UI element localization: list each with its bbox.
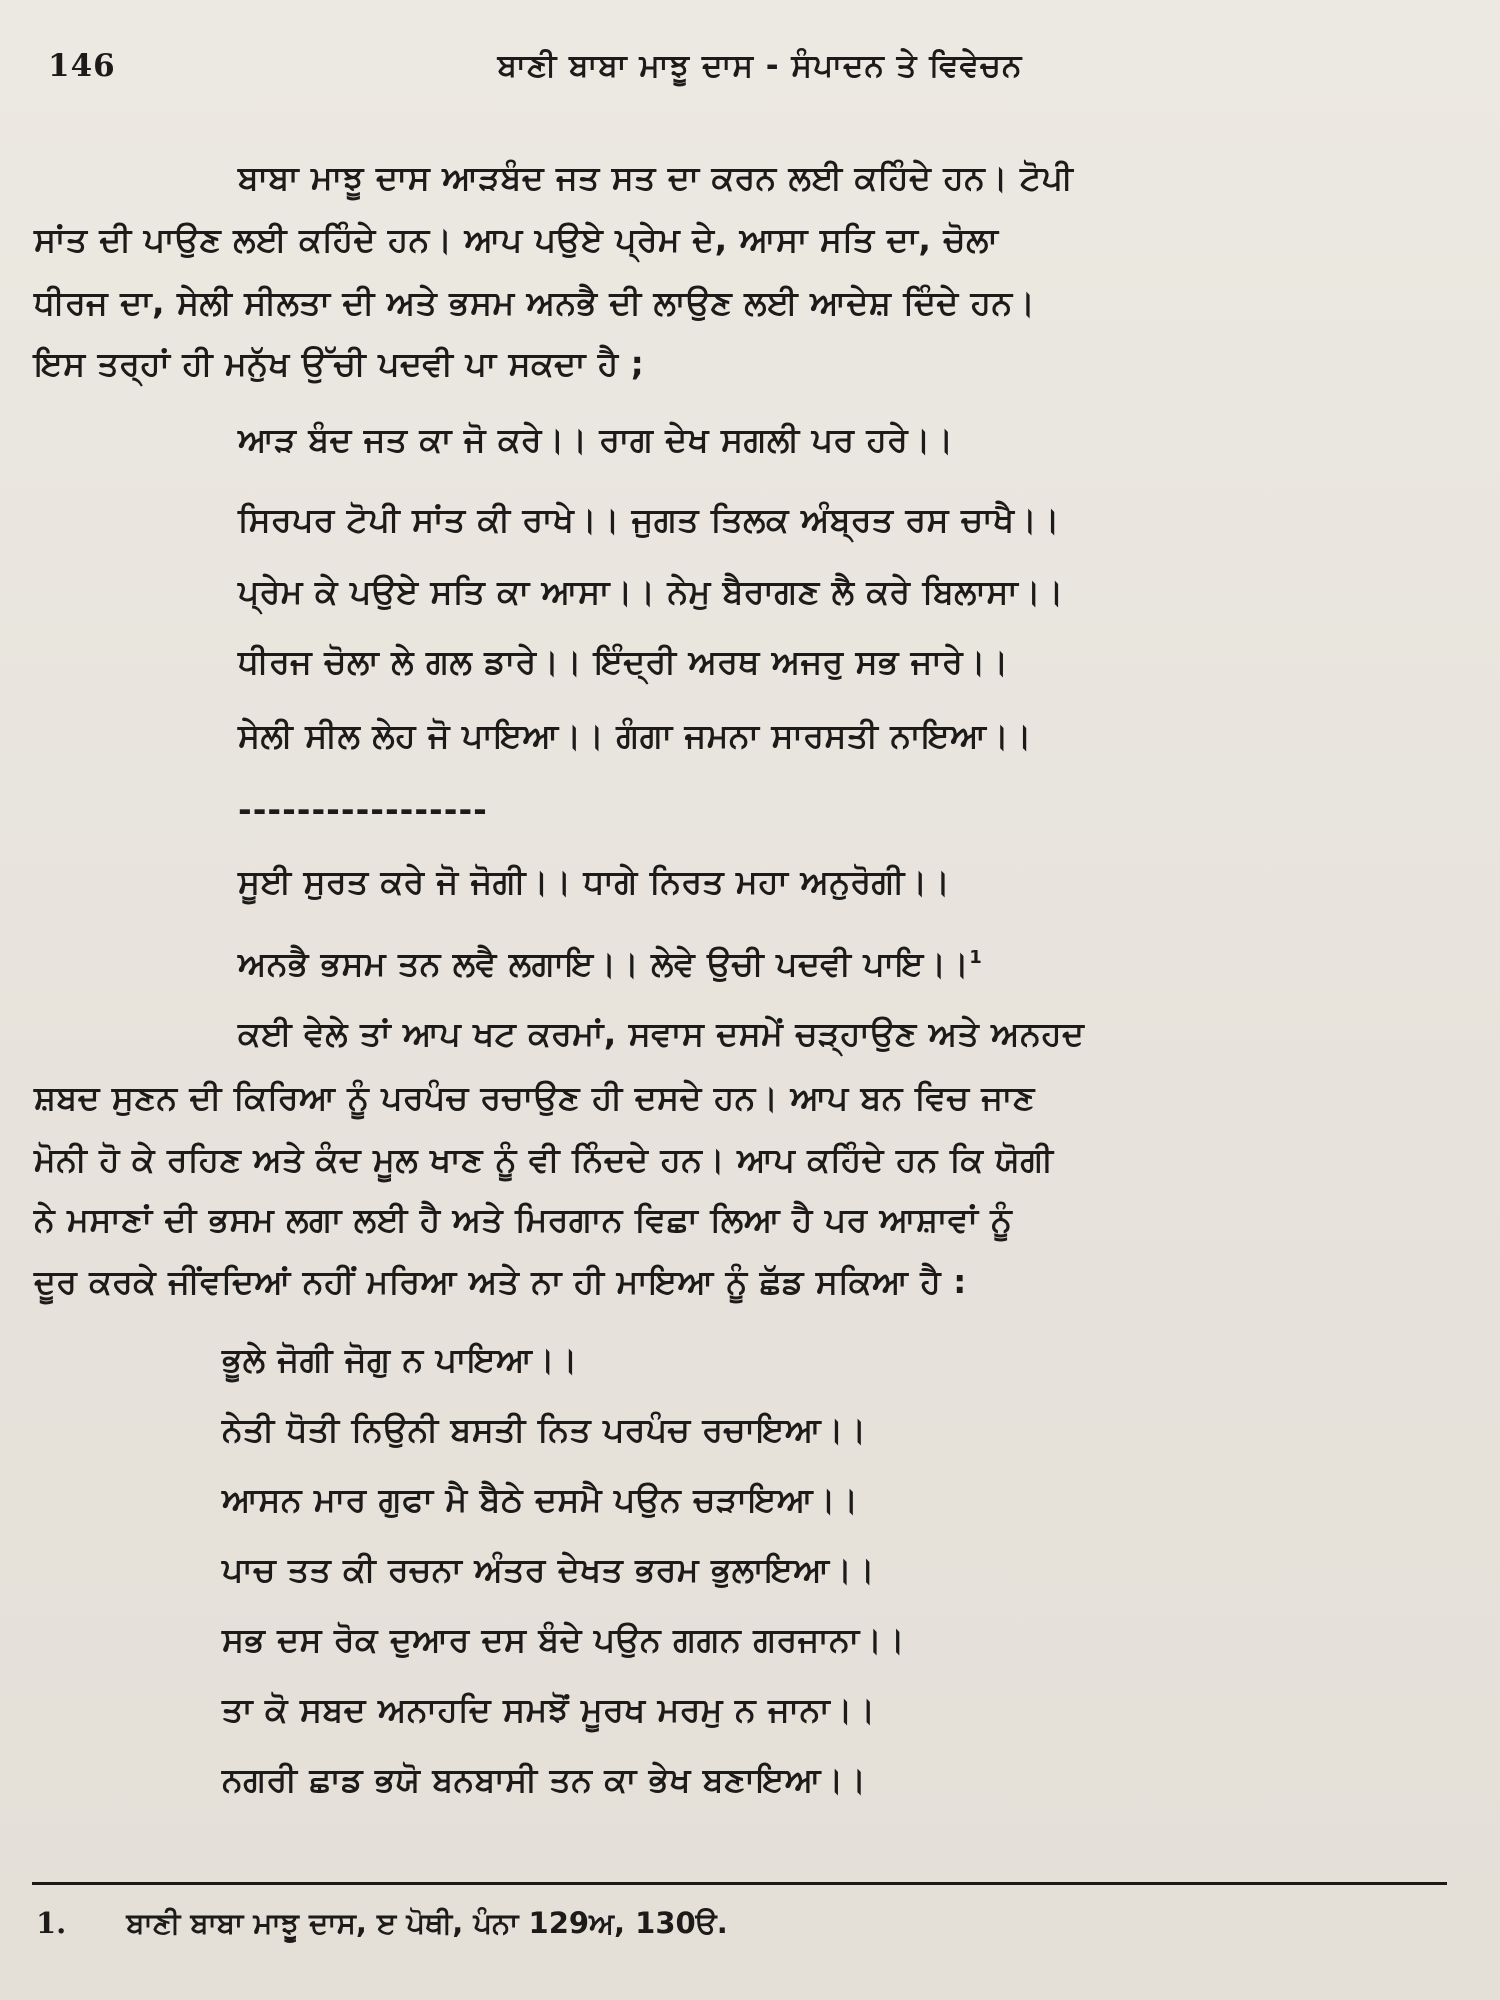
paragraph2-line: ਸ਼ਬਦ ਸੁਣਨ ਦੀ ਕਿਰਿਆ ਨੂੰ ਪਰਪੰਚ ਰਚਾਉਣ ਹੀ ਦਸਦੇ ਹਨ। ਆਪ ਬਨ ਵਿਚ ਜਾਣ <box>34 1078 1035 1117</box>
footnote-rule <box>32 1882 1447 1885</box>
verse-line: ਸਿਰਪਰ ਟੋਪੀ ਸਾਂਤ ਕੀ ਰਾਖੇ।। ਜੁਗਤ ਤਿਲਕ ਅੰਬ੍ਰਤ ਰਸ ਚਾਖੈ।। <box>238 500 1061 539</box>
verse-line: ਆਸਨ ਮਾਰ ਗੁਫਾ ਮੈ ਬੈਠੇ ਦਸਮੈ ਪਉਨ ਚੜਾਇਆ।। <box>222 1480 859 1519</box>
footnote-text: ਬਾਣੀ ਬਾਬਾ ਮਾਝੂ ਦਾਸ, ੲ ਪੋਥੀ, ਪੰਨਾ 129ਅ, 130ੳ. <box>126 1906 728 1940</box>
verse-line: ਨਗਰੀ ਛਾਡ ਭਯੋ ਬਨਬਾਸੀ ਤਨ ਕਾ ਭੇਖ ਬਣਾਇਆ।। <box>222 1760 867 1799</box>
verse-line-text: ਅਨਭੈ ਭਸਮ ਤਨ ਲਵੈ ਲਗਾਇ।। ਲੇਵੇ ਉਚੀ ਪਦਵੀ ਪਾਇ।। <box>238 944 970 983</box>
verse-line: ਸੇਲੀ ਸੀਲ ਲੇਹ ਜੋ ਪਾਇਆ।। ਗੰਗਾ ਜਮਨਾ ਸਾਰਸਤੀ ਨਾਇਆ।। <box>238 716 1032 755</box>
verse-line: ਪਾਚ ਤਤ ਕੀ ਰਚਨਾ ਅੰਤਰ ਦੇਖਤ ਭਰਮ ਭੁਲਾਇਆ।। <box>222 1550 876 1589</box>
footnote-number: 1. <box>36 1906 67 1940</box>
verse-line: ਸੂਈ ਸੁਰਤ ਕਰੇ ਜੋ ਜੋਗੀ।। ਧਾਗੇ ਨਿਰਤ ਮਹਾ ਅਨੁਰੋਗੀ।। <box>238 862 951 901</box>
verse-line: ਨੇਤੀ ਧੋਤੀ ਨਿਉਨੀ ਬਸਤੀ ਨਿਤ ਪਰਪੰਚ ਰਚਾਇਆ।। <box>222 1410 867 1449</box>
verse-line: ਧੀਰਜ ਚੋਲਾ ਲੇ ਗਲ ਡਾਰੇ।। ਇੰਦ੍ਰੀ ਅਰਥ ਅਜਰੁ ਸਭ ਜਾਰੇ।। <box>238 642 1009 681</box>
paragraph2-line: ਕਈ ਵੇਲੇ ਤਾਂ ਆਪ ਖਟ ਕਰਮਾਂ, ਸਵਾਸ ਦਸਮੇਂ ਚੜ੍ਹਾਉਣ ਅਤੇ ਅਨਹਦ <box>238 1014 1085 1053</box>
verse-line: ਭੂਲੇ ਜੋਗੀ ਜੋਗੁ ਨ ਪਾਇਆ।। <box>222 1340 578 1379</box>
verse-line: ਸਭ ਦਸ ਰੋਕ ਦੁਆਰ ਦਸ ਬੰਦੇ ਪਉਨ ਗਗਨ ਗਰਜਾਨਾ।। <box>222 1620 906 1659</box>
paragraph2-line: ਮੋਨੀ ਹੋ ਕੇ ਰਹਿਣ ਅਤੇ ਕੰਦ ਮੂਲ ਖਾਣ ਨੂੰ ਵੀ ਨਿੰਦਦੇ ਹਨ। ਆਪ ਕਹਿੰਦੇ ਹਨ ਕਿ ਯੋਗੀ <box>34 1140 1054 1179</box>
verse-line: ਪ੍ਰੇਮ ਕੇ ਪਉਏ ਸਤਿ ਕਾ ਆਸਾ।। ਨੇਮੁ ਬੈਰਾਗਣ ਲੈ ਕਰੇ ਬਿਲਾਸਾ।। <box>238 572 1064 611</box>
page-number: 146 <box>48 48 116 84</box>
paragraph1-line: ਸਾਂਤ ਦੀ ਪਾਉਣ ਲਈ ਕਹਿੰਦੇ ਹਨ। ਆਪ ਪਉਏ ਪ੍ਰੇਮ ਦੇ, ਆਸਾ ਸਤਿ ਦਾ, ਚੋਲਾ <box>34 220 999 259</box>
paragraph1-line: ਇਸ ਤਰ੍ਹਾਂ ਹੀ ਮਨੁੱਖ ਉੱਚੀ ਪਦਵੀ ਪਾ ਸਕਦਾ ਹੈ ; <box>34 344 645 383</box>
verse-line: ਆੜ ਬੰਦ ਜਤ ਕਾ ਜੋ ਕਰੇ।। ਰਾਗ ਦੇਖ ਸਗਲੀ ਪਰ ਹਰੇ।। <box>238 420 954 459</box>
footnote-reference: 1 <box>969 947 983 968</box>
verse-line: ਤਾ ਕੋ ਸਬਦ ਅਨਾਹਦਿ ਸਮਝੋਂ ਮੂਰਖ ਮਰਮੁ ਨ ਜਾਨਾ।। <box>222 1690 876 1729</box>
verse-separator: ----------------- <box>238 790 488 829</box>
paragraph1-line: ਧੀਰਜ ਦਾ, ਸੇਲੀ ਸੀਲਤਾ ਦੀ ਅਤੇ ਭਸਮ ਅਨਭੈ ਦੀ ਲਾਉਣ ਲਈ ਆਦੇਸ਼ ਦਿੰਦੇ ਹਨ। <box>34 283 1036 322</box>
footnote <box>36 1906 728 1941</box>
paragraph2-line: ਨੇ ਮਸਾਣਾਂ ਦੀ ਭਸਮ ਲਗਾ ਲਈ ਹੈ ਅਤੇ ਮਿਰਗਾਨ ਵਿਛਾ ਲਿਆ ਹੈ ਪਰ ਆਸ਼ਾਵਾਂ ਨੂੰ <box>34 1200 1013 1239</box>
paragraph1-line: ਬਾਬਾ ਮਾਝੂ ਦਾਸ ਆੜਬੰਦ ਜਤ ਸਤ ਦਾ ਕਰਨ ਲਈ ਕਹਿੰਦੇ ਹਨ। ਟੋਪੀ <box>238 158 1074 197</box>
paragraph2-line: ਦੂਰ ਕਰਕੇ ਜੀਂਵਦਿਆਂ ਨਹੀਂ ਮਰਿਆ ਅਤੇ ਨਾ ਹੀ ਮਾਇਆ ਨੂੰ ਛੱਡ ਸਕਿਆ ਹੈ : <box>34 1262 967 1301</box>
verse-line <box>238 938 982 984</box>
running-head: ਬਾਣੀ ਬਾਬਾ ਮਾਝੂ ਦਾਸ - ਸੰਪਾਦਨ ਤੇ ਵਿਵੇਚਨ <box>497 48 1023 84</box>
page-header <box>0 48 1500 98</box>
